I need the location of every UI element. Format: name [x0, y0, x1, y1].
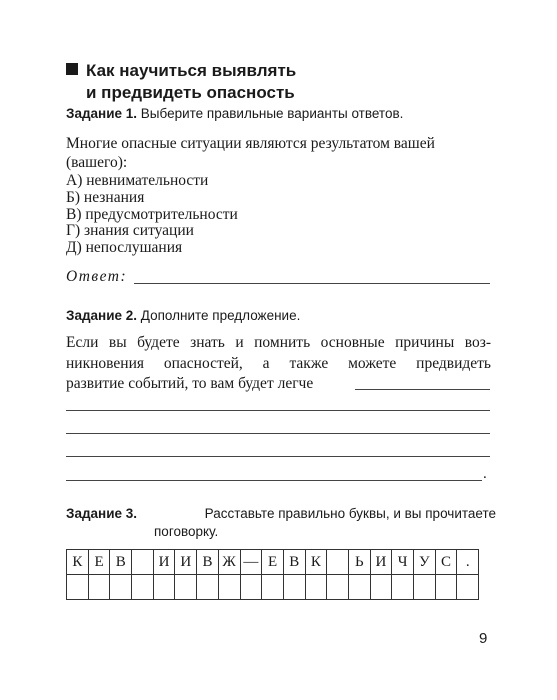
task-3-header: [66, 505, 496, 541]
letter-cell: .: [457, 550, 479, 575]
heading-line-2: и предвидеть опасность: [86, 83, 295, 102]
task-2-instruction: Дополните предложение.: [140, 308, 301, 323]
letter-cell: К: [305, 550, 327, 575]
fill-line-5[interactable]: [66, 480, 482, 481]
option-d: Г) знания ситуации: [66, 222, 194, 240]
letter-cell: [132, 550, 154, 575]
task-3-instruction-line-1: Расставьте правильно буквы, и вы прочитаете: [204, 506, 496, 521]
option-c: В) предусмотрительности: [66, 205, 238, 223]
heading-line-1: Как научиться выявлять: [86, 61, 297, 80]
section-heading: [66, 60, 296, 104]
answer-label: Ответ:: [66, 268, 128, 285]
task-2-label: Задание 2.: [66, 308, 138, 323]
answer-line[interactable]: [134, 283, 490, 284]
answer-cell[interactable]: [132, 575, 154, 600]
fill-line-4[interactable]: [66, 456, 490, 457]
answer-row: [67, 575, 479, 600]
answer-cell[interactable]: [348, 575, 370, 600]
letter-cell: —: [240, 550, 262, 575]
letter-cell: И: [153, 550, 175, 575]
letter-cell: И: [175, 550, 197, 575]
letter-cell: В: [197, 550, 219, 575]
task-3-instruction-line-2: поговорку.: [154, 524, 219, 539]
letter-cell: Ь: [348, 550, 370, 575]
fill-line-3[interactable]: [66, 433, 490, 434]
answer-cell[interactable]: [262, 575, 284, 600]
answer-cell[interactable]: [240, 575, 262, 600]
task-1-options: [66, 173, 238, 257]
question-line-2: (вашего):: [66, 154, 128, 171]
answer-cell[interactable]: [414, 575, 436, 600]
task-2-line-2: никновения опасностей, а также можете предвидеть: [66, 354, 491, 372]
letter-cell: В: [110, 550, 132, 575]
letter-cell: У: [414, 550, 436, 575]
letter-cell: Е: [88, 550, 110, 575]
answer-cell[interactable]: [197, 575, 219, 600]
answer-cell[interactable]: [435, 575, 457, 600]
task-1-label: Задание 1.: [66, 106, 138, 121]
option-a: А) невнимательности: [66, 172, 209, 189]
letter-cell: В: [283, 550, 305, 575]
letter-cell: Е: [262, 550, 284, 575]
letter-cell: С: [435, 550, 457, 575]
letter-cell: И: [370, 550, 392, 575]
task-2-text: [66, 333, 491, 374]
answer-cell[interactable]: [457, 575, 479, 600]
fill-line-1[interactable]: [355, 389, 490, 390]
letters-row: [67, 550, 479, 575]
letter-cell: Ж: [218, 550, 240, 575]
option-e: Д) непослушания: [66, 239, 183, 257]
answer-cell[interactable]: [175, 575, 197, 600]
task-1-instruction: Выберите правильные варианты ответов.: [140, 106, 404, 121]
option-b: Б) незнания: [66, 188, 145, 206]
square-bullet-icon: [66, 63, 78, 75]
task-3-label: Задание 3.: [66, 506, 138, 521]
task-2-line-1: Если вы будете знать и помнить основные причины воз-: [66, 334, 491, 351]
fill-line-2[interactable]: [66, 410, 490, 411]
task-2-line-3: развитие событий, то вам будет легче: [66, 375, 314, 392]
answer-cell[interactable]: [370, 575, 392, 600]
task-2-header: [66, 308, 300, 323]
letter-cell: [327, 550, 349, 575]
end-period: .: [483, 466, 487, 482]
answer-cell[interactable]: [218, 575, 240, 600]
answer-cell[interactable]: [88, 575, 110, 600]
answer-cell[interactable]: [392, 575, 414, 600]
question-line-1: Многие опасные ситуации являются результатом вашей: [66, 135, 435, 152]
answer-cell[interactable]: [153, 575, 175, 600]
task-1-question: [66, 134, 491, 172]
letter-grid: [66, 549, 479, 600]
letter-cell: Ч: [392, 550, 414, 575]
answer-cell[interactable]: [283, 575, 305, 600]
answer-cell[interactable]: [327, 575, 349, 600]
answer-cell[interactable]: [305, 575, 327, 600]
letter-cell: К: [67, 550, 89, 575]
task-1-header: [66, 106, 403, 121]
page-number: 9: [479, 630, 488, 647]
answer-cell[interactable]: [110, 575, 132, 600]
answer-cell[interactable]: [67, 575, 89, 600]
